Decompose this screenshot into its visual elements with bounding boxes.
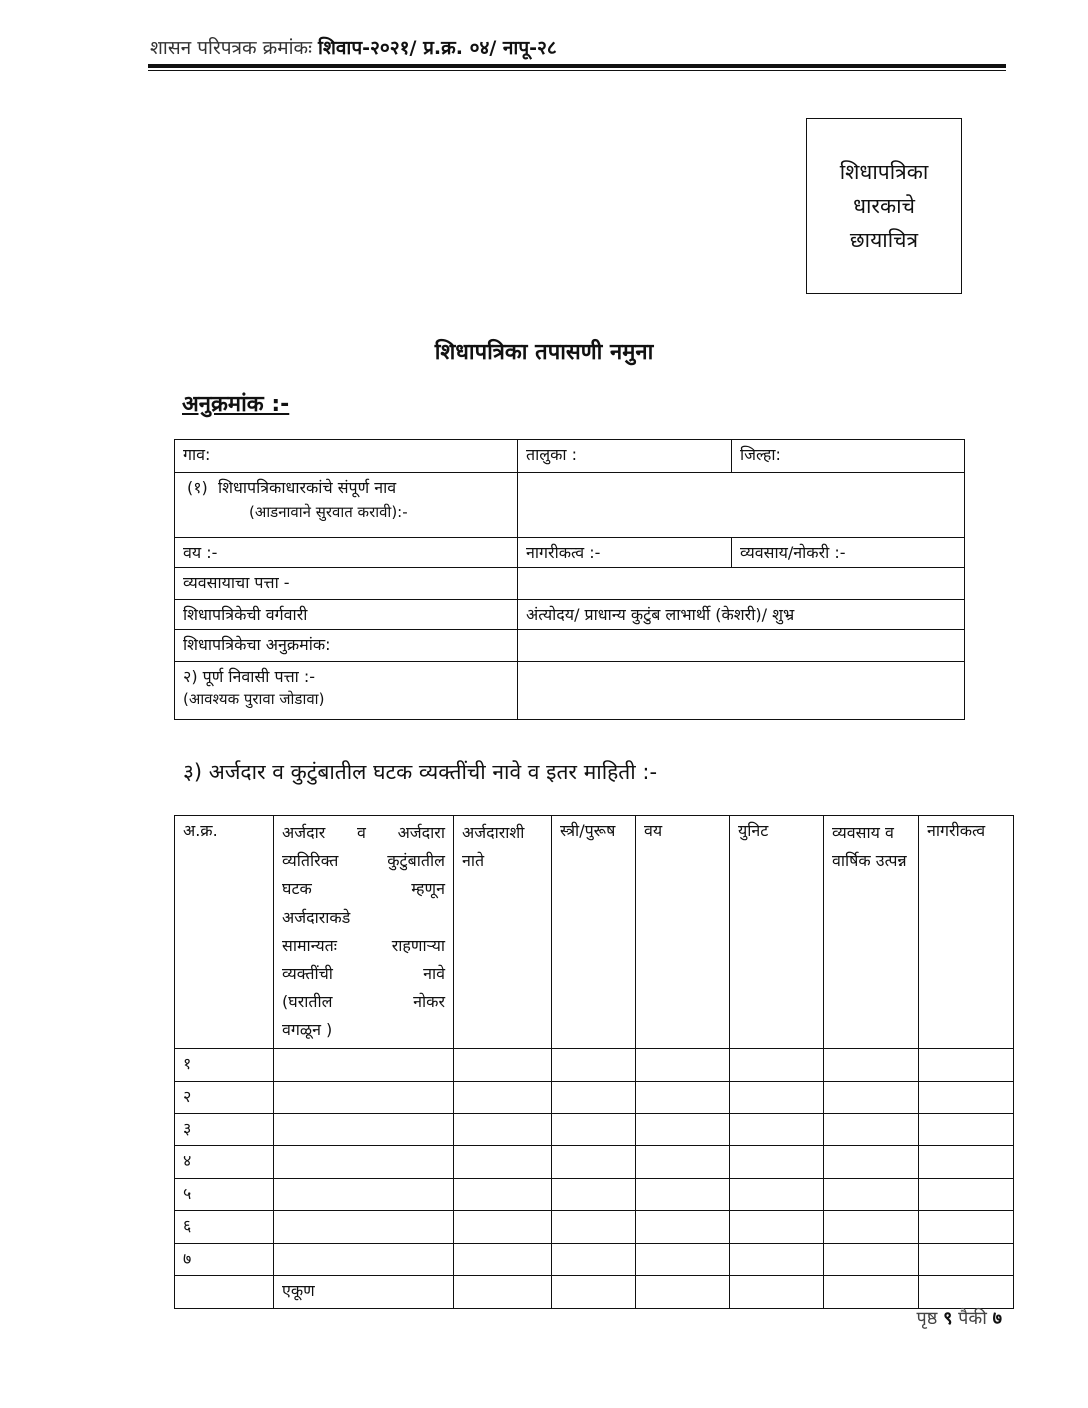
header-serial: अ.क्र.	[175, 816, 274, 1049]
cell-input[interactable]	[454, 1113, 552, 1145]
header-income: व्यवसाय व वार्षिक उत्पन्न	[824, 816, 919, 1049]
header-rule-thin	[148, 70, 1006, 71]
cell-input[interactable]	[636, 1243, 730, 1275]
cell-input[interactable]	[730, 1275, 824, 1308]
cell-input[interactable]	[730, 1210, 824, 1243]
cell-input[interactable]	[730, 1145, 824, 1178]
photo-placeholder-box	[806, 118, 962, 294]
cell-input[interactable]	[919, 1243, 1014, 1275]
cell-input[interactable]	[919, 1048, 1014, 1081]
cell-input[interactable]	[274, 1048, 454, 1081]
cell-input[interactable]	[454, 1048, 552, 1081]
card-number-label: शिधापत्रिकेचा अनुक्रमांक:	[175, 630, 518, 662]
cell-input[interactable]	[454, 1178, 552, 1210]
cell-input[interactable]	[636, 1145, 730, 1178]
cell-input[interactable]	[636, 1210, 730, 1243]
header-gender: स्त्री/पुरूष	[552, 816, 636, 1049]
cell-input[interactable]	[636, 1178, 730, 1210]
cell-input[interactable]	[552, 1210, 636, 1243]
cell-input[interactable]	[824, 1178, 919, 1210]
cell-input[interactable]	[730, 1081, 824, 1113]
cardholder-name-label	[175, 473, 518, 538]
cell-input[interactable]	[636, 1113, 730, 1145]
header-name-line: व्यतिरिक्त कुटुंबातील	[282, 851, 445, 871]
cell-input[interactable]	[824, 1275, 919, 1308]
header-name-line: अर्जदार व अर्जदारा	[282, 823, 445, 842]
address-label: २) पूर्ण निवासी पत्ता :-	[183, 667, 316, 686]
cell-input[interactable]	[552, 1178, 636, 1210]
circular-number: शिवाप-२०२१/ प्र.क्र. ०४/ नापू-२८	[318, 37, 557, 59]
cell-input[interactable]	[274, 1113, 454, 1145]
occupation-field[interactable]: व्यवसाय/नोकरी :-	[732, 538, 965, 568]
cell-input[interactable]	[730, 1048, 824, 1081]
photo-label-line2: धारकाचे	[853, 194, 915, 218]
header-rule-thick	[148, 64, 1006, 68]
row-serial: ४	[175, 1145, 274, 1178]
header-name-line: घटक म्हणून	[282, 879, 445, 899]
cell-input[interactable]	[919, 1113, 1014, 1145]
cell-input[interactable]	[454, 1210, 552, 1243]
row-serial: ५	[175, 1178, 274, 1210]
row-serial: ६	[175, 1210, 274, 1243]
cell-input[interactable]	[274, 1081, 454, 1113]
cardholder-name-input[interactable]	[518, 473, 965, 538]
cell-input[interactable]	[552, 1275, 636, 1308]
card-number-input[interactable]	[518, 630, 965, 662]
header-name-line: अर्जदाराकडे	[282, 907, 351, 927]
page-total: ७	[992, 1308, 1002, 1329]
cell-input[interactable]	[274, 1210, 454, 1243]
total-label: एकूण	[274, 1275, 454, 1308]
section3-heading: ३) अर्जदार व कुटुंबातील घटक व्यक्तींची नावे व इतर माहिती :-	[183, 760, 658, 784]
citizenship-field[interactable]: नागरीकत्व :-	[518, 538, 732, 568]
header-citizenship: नागरीकत्व	[919, 816, 1014, 1049]
address-sub: (आवश्यक पुरावा जोडावा)	[183, 690, 325, 708]
residential-address-input[interactable]	[518, 662, 965, 720]
serial-number-label: अनुक्रमांक :-	[182, 392, 290, 417]
cell-input[interactable]	[824, 1113, 919, 1145]
header-age: वय	[636, 816, 730, 1049]
ration-card-form-table	[174, 439, 965, 720]
row-serial: २	[175, 1081, 274, 1113]
cell-input[interactable]	[274, 1145, 454, 1178]
family-members-table	[174, 815, 1014, 1309]
business-address-input[interactable]	[518, 568, 965, 600]
cell-input[interactable]	[730, 1113, 824, 1145]
card-category-label: शिधापत्रिकेची वर्गवारी	[175, 600, 518, 630]
cell-input[interactable]	[552, 1243, 636, 1275]
header-name-line: व्यक्तींची नावे	[282, 964, 445, 984]
cell-input[interactable]	[824, 1243, 919, 1275]
page-prefix: पृष्ठ	[916, 1308, 938, 1329]
cell-input[interactable]	[636, 1081, 730, 1113]
photo-label-line1: शिधापत्रिका	[839, 160, 929, 184]
business-address-label: व्यवसायाचा पत्ता -	[175, 568, 518, 600]
cell-input[interactable]	[730, 1178, 824, 1210]
header-relation: अर्जदाराशी नाते	[454, 816, 552, 1049]
form-title: शिधापत्रिका तपासणी नमुना	[434, 340, 654, 365]
cell-input[interactable]	[552, 1048, 636, 1081]
cell-input[interactable]	[919, 1081, 1014, 1113]
header-name-line: सामान्यतः राहणाऱ्या	[282, 935, 445, 955]
cell-input[interactable]	[636, 1048, 730, 1081]
header-name-line: वगळून )	[282, 1020, 333, 1040]
cell-input[interactable]	[552, 1113, 636, 1145]
page-number	[917, 1306, 1003, 1330]
circular-reference	[150, 34, 557, 60]
cell-input[interactable]	[454, 1275, 552, 1308]
card-category-value[interactable]: अंत्योदय/ प्राधान्य कुटुंब लाभार्थी (केशरी)/ शुभ्र	[518, 600, 965, 630]
cell-input[interactable]	[824, 1048, 919, 1081]
cell-input[interactable]	[919, 1275, 1014, 1308]
cell-input[interactable]	[552, 1081, 636, 1113]
item1-number: (१)	[187, 478, 208, 497]
item1-label: शिधापत्रिकाधारकांचे संपूर्ण नाव	[217, 478, 397, 497]
cell-input[interactable]	[454, 1081, 552, 1113]
circular-label: शासन परिपत्रक क्रमांकः	[150, 37, 312, 59]
cell-input[interactable]	[454, 1145, 552, 1178]
cell-input[interactable]	[274, 1178, 454, 1210]
cell-input[interactable]	[824, 1210, 919, 1243]
residential-address-label	[175, 662, 518, 720]
page-current: ९	[943, 1308, 953, 1329]
cell-input[interactable]	[919, 1145, 1014, 1178]
cell-input[interactable]	[824, 1145, 919, 1178]
total-serial-cell	[175, 1275, 274, 1308]
header-name-line: (घरातील नोकर	[282, 992, 445, 1012]
header-member-names	[274, 816, 454, 1049]
village-field[interactable]: गाव:	[175, 440, 518, 473]
row-serial: १	[175, 1048, 274, 1081]
row-serial: ३	[175, 1113, 274, 1145]
age-field[interactable]: वय :-	[175, 538, 518, 568]
header-unit: युनिट	[730, 816, 824, 1049]
item1-sub: (आडनावाने सुरवात करावी):-	[249, 503, 408, 521]
cell-input[interactable]	[454, 1243, 552, 1275]
cell-input[interactable]	[730, 1243, 824, 1275]
photo-label-line3: छायाचित्र	[849, 228, 919, 252]
cell-input[interactable]	[824, 1081, 919, 1113]
page-middle: पैकी	[958, 1308, 987, 1329]
cell-input[interactable]	[274, 1243, 454, 1275]
district-field[interactable]: जिल्हा:	[732, 440, 965, 473]
cell-input[interactable]	[919, 1210, 1014, 1243]
taluka-field[interactable]: तालुका :	[518, 440, 732, 473]
cell-input[interactable]	[919, 1178, 1014, 1210]
row-serial: ७	[175, 1243, 274, 1275]
cell-input[interactable]	[636, 1275, 730, 1308]
cell-input[interactable]	[552, 1145, 636, 1178]
